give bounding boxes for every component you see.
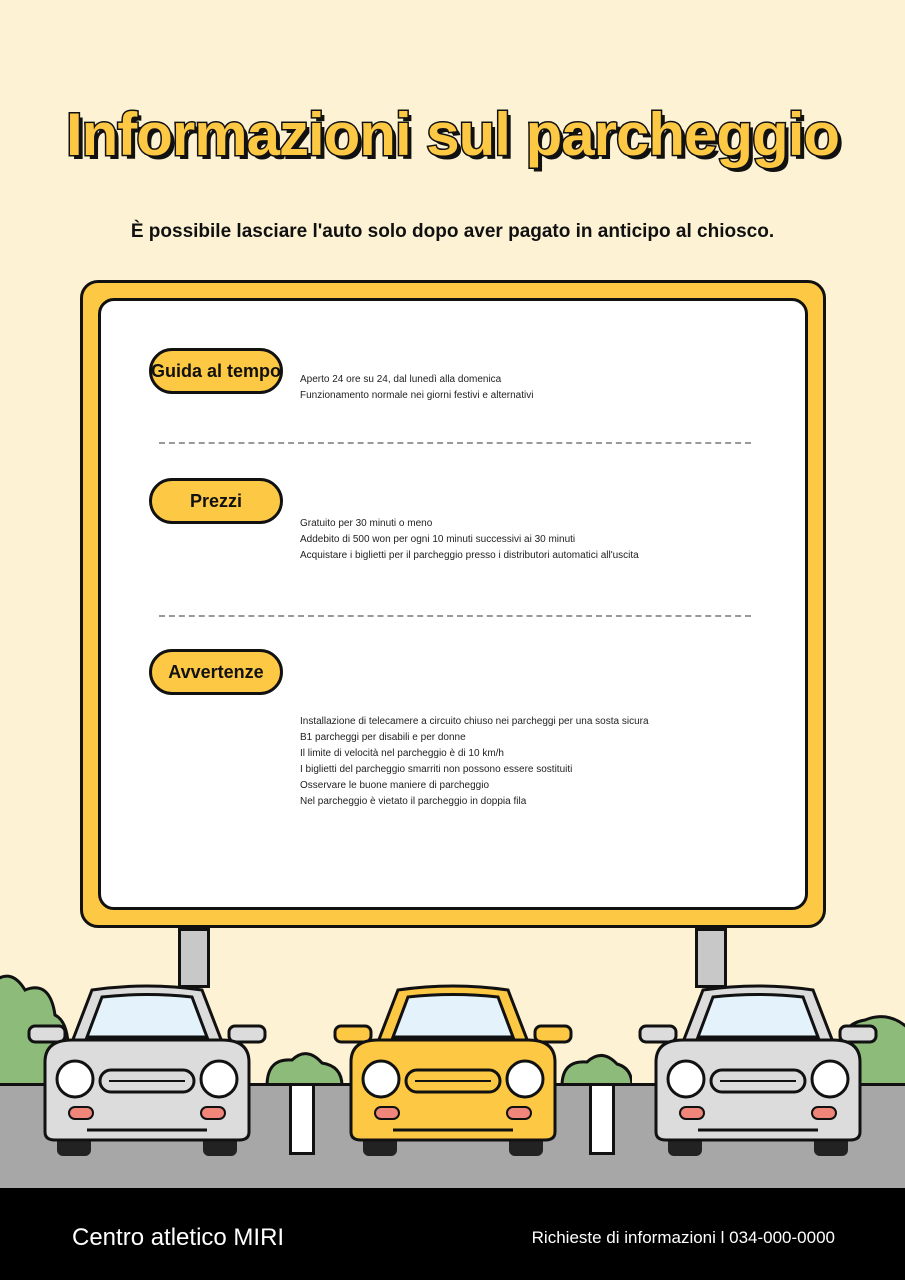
car-gray-right — [638, 982, 878, 1162]
sign-post-right — [695, 928, 727, 988]
text-line: Addebito di 500 won per ogni 10 minuti successivi ai 30 minuti — [300, 534, 576, 545]
text-line: I biglietti del parcheggio smarriti non possono essere sostituiti — [300, 764, 573, 775]
organization-name: Centro atletico MIRI — [72, 1224, 285, 1251]
text-line: Gratuito per 30 minuti o meno — [300, 518, 433, 529]
subtitle: È possibile lasciare l'auto solo dopo aver pagato in anticipo al chiosco. — [130, 221, 775, 242]
car-yellow-center — [333, 982, 573, 1162]
footer — [0, 1188, 905, 1280]
section-label-warnings: Avvertenze — [149, 649, 283, 695]
sign-panel — [98, 298, 808, 910]
car-gray-left — [27, 982, 267, 1162]
info-sign — [80, 280, 826, 928]
text-line: Aperto 24 ore su 24, dal lunedì alla domenica — [300, 374, 502, 385]
bollard — [589, 1083, 615, 1155]
section-label-prices: Prezzi — [149, 478, 283, 524]
prices-lines — [300, 516, 639, 564]
bollard — [289, 1083, 315, 1155]
section-label-hours: Guida al tempo — [149, 348, 283, 394]
text-line: Nel parcheggio è vietato il parcheggio in doppia fila — [300, 796, 527, 807]
text-line: Installazione di telecamere a circuito chiuso nei parcheggi per una sosta sicura — [300, 716, 649, 727]
contact-info: Richieste di informazioni l 034-000-0000 — [531, 1228, 835, 1247]
warnings-lines — [300, 714, 649, 810]
text-line: Funzionamento normale nei giorni festivi e alternativi — [300, 390, 534, 401]
sign-post-left — [178, 928, 210, 988]
hours-lines — [300, 372, 533, 404]
divider — [159, 615, 751, 617]
text-line: Acquistare i biglietti per il parcheggio presso i distributori automatici all'uscita — [300, 550, 639, 561]
text-line: Il limite di velocità nel parcheggio è di 10 km/h — [300, 748, 504, 759]
divider — [159, 442, 751, 444]
text-line: Osservare le buone maniere di parcheggio — [300, 780, 489, 791]
page-title: Informazioni sul parcheggio — [65, 101, 840, 168]
text-line: B1 parcheggi per disabili e per donne — [300, 732, 466, 743]
